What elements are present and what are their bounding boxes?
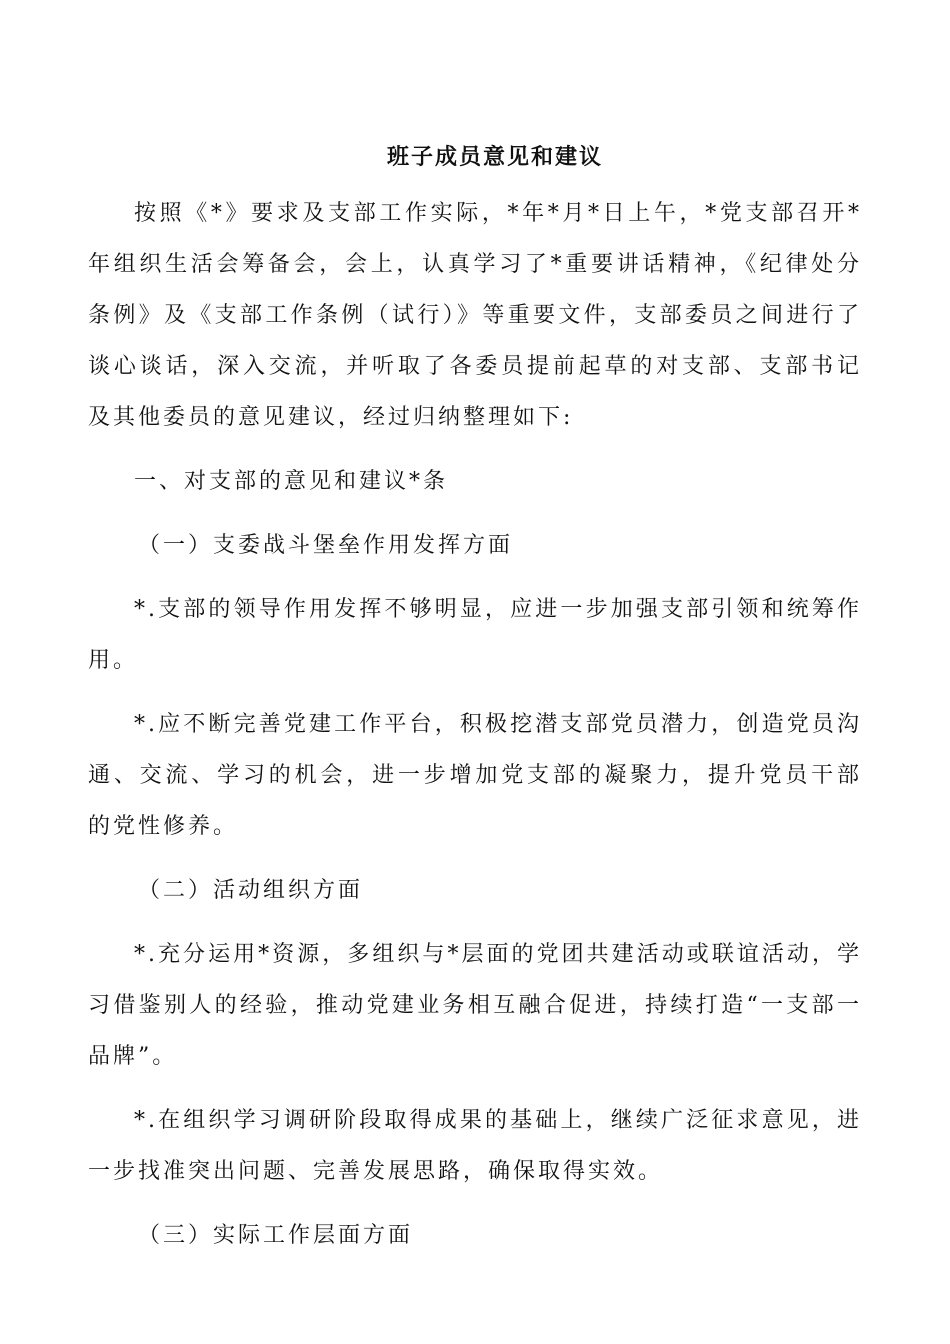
document-title: 班子成员意见和建议 — [386, 144, 603, 170]
list-item-2-2: *.在组织学习调研阶段取得成果的基础上，继续广泛征求意见，进一步找准突出问题、完善发展思路，确保取得实效。 — [88, 1108, 862, 1184]
intro-paragraph: 按照《*》要求及支部工作实际，*年*月*日上午，*党支部召开*年组织生活会筹备会，会上，认真学习了*重要讲话精神，《纪律处分条例》及《支部工作条例（试行）》等重要文件，支部委员之间进行了谈心谈话，深入交流，并听取了各委员提前起草的对支部、支部书记及其他委员的意见建议，经过归纳整理如下: — [88, 201, 862, 430]
subsection-heading-2: （二）活动组织方面 — [138, 878, 364, 903]
subsection-heading-1: （一）支委战斗堡垒作用发挥方面 — [138, 533, 514, 558]
list-item-1-1: *.支部的领导作用发挥不够明显，应进一步加强支部引领和统筹作用。 — [88, 597, 862, 673]
document-body — [88, 134, 862, 1274]
list-item-1-2: *.应不断完善党建工作平台，积极挖潜支部党员潜力，创造党员沟通、交流、学习的机会，进一步增加党支部的凝聚力，提升党员干部的党性修养。 — [88, 712, 862, 839]
list-item-2-1: *.充分运用*资源，多组织与*层面的党团共建活动或联谊活动，学习借鉴别人的经验，推动党建业务相互融合促进，持续打造“一支部一品牌”。 — [88, 942, 862, 1069]
subsection-heading-3: （三）实际工作层面方面 — [138, 1223, 414, 1248]
section-heading-1: 一、对支部的意见和建议*条 — [134, 469, 449, 494]
